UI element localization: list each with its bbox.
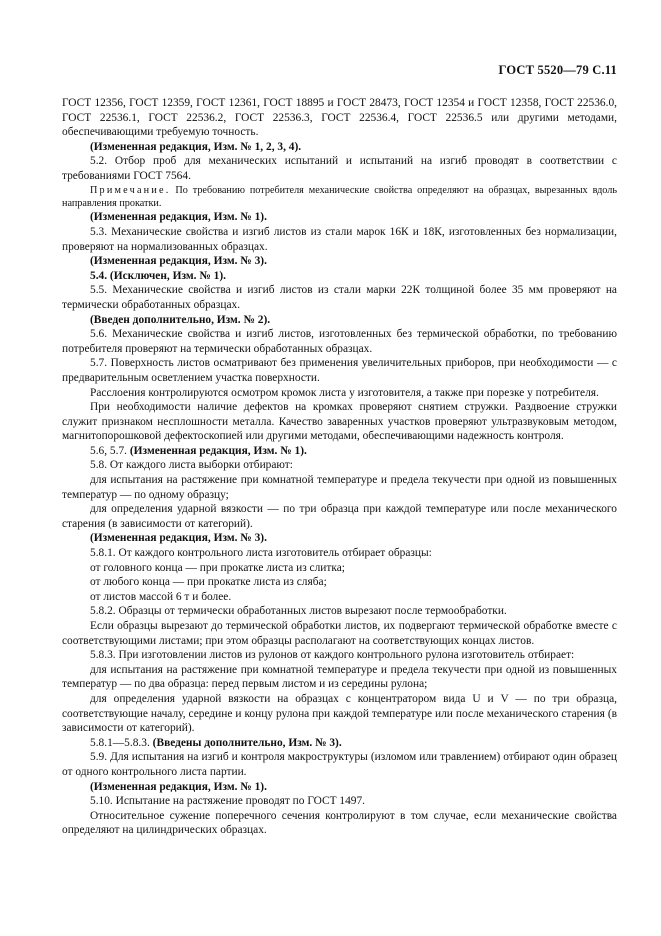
amendment-note: (Измененная редакция, Изм. № 3). [90,255,267,268]
amendment-note: (Измененная редакция, Изм. № 1). [90,780,267,793]
paragraph: 5.7. Поверхность листов осматривают без применения увеличительных приборов, при необходимости — с предварительным осветлением участка поверхности. [62,357,617,384]
paragraph: 5.8.1. От каждого контрольного листа изготовитель отбирает образцы: [90,547,432,560]
note-paragraph [62,184,617,211]
paragraph: 5.5. Механические свойства и изгиб листов из стали марки 22К толщиной более 35 мм проверяют на термически обработанных образцах. [62,284,617,311]
paragraph: ГОСТ 12356, ГОСТ 12359, ГОСТ 12361, ГОСТ 18895 и ГОСТ 28473, ГОСТ 12354 и ГОСТ 12358, ГОСТ 22536.0, ГОСТ 22536.1, ГОСТ 22536.2, ГОСТ 22536.3, ГОСТ 22536.4, ГОСТ 22536.5 или другими методами, обеспечивающими требуемую точность. [62,97,617,139]
paragraph: Относительное сужение поперечного сечения контролируют в том случае, если механические свойства определяют на цилиндрических образцах. [62,809,617,837]
paragraph: 5.9. Для испытания на изгиб и контроля макроструктуры (изломом или травлением) отбирают один образец от одного контрольного листа партии. [62,751,617,778]
paragraph: 5.8.2. Образцы от термически обработанных листов вырезают после термообработки. [90,605,507,618]
paragraph: 5.6. Механические свойства и изгиб листов, изготовленных без термической обработки, по требованию потребителя проверяют на термически обработанных образцах. [62,328,617,355]
amendment-text: (Измененная редакция, Изм. № 1). [129,444,307,457]
paragraph: 5.8. От каждого листа выборки отбирают: [90,459,293,472]
paragraph: 5.2. Отбор проб для механических испытаний и испытаний на изгиб проводят в соответствии с требованиями ГОСТ 7564. [62,155,617,182]
amendment-note: (Введен дополнительно, Изм. № 2). [90,313,271,326]
paragraph: 5.8.3. При изготовлении листов из рулонов от каждого контрольного рулона изготовитель отбирает: [90,649,575,662]
amendment-note: (Измененная редакция, Изм. № 3). [90,532,267,545]
list-item: от любого конца — при прокатке листа из сляба; [90,576,327,589]
page-header: ГОСТ 5520—79 С.11 [498,63,617,77]
amendment-note [62,736,617,751]
amendment-note: (Измененная редакция, Изм. № 1, 2, 3, 4). [90,140,302,153]
list-item: от листов массой 6 т и более. [90,590,232,603]
paragraph: 5.3. Механические свойства и изгиб листов из стали марок 16К и 18К, изготовленных без нормализации, проверяют на нормализованных образцах. [62,225,617,253]
paragraph: для определения ударной вязкости на образцах с концентратором вида U и V — по три образца, соответствующие началу, середине и концу рулона при каждой температуре или после механического старения (в зависимости от категорий). [62,692,617,735]
paragraph: При необходимости наличие дефектов на кромках проверяют снятием стружки. Раздвоение стружки служит признаком несплошности металла. Качество заваренных участков проверяют ультразвуковым методом, магнитопорошковой дефектоскопией или другими методами, обеспечивающими надежность контроля. [62,401,617,443]
amendment-note: 5.4. (Исключен, Изм. № 1). [90,269,226,282]
note-label: Примечание. [90,184,171,196]
amendment-note [62,444,617,459]
list-item: от головного конца — при прокатке листа из слитка; [90,561,345,574]
clause-ref: 5.6, 5.7. [90,444,128,457]
paragraph: Расслоения контролируются осмотром кромок листа у изготовителя, а также при порезке у потребителя. [90,386,599,399]
document-body [62,96,617,838]
paragraph: для испытания на растяжение при комнатной температуре и предела текучести при одной из повышенных температур — по одному образцу; [62,474,617,501]
paragraph: для определения ударной вязкости — по три образца при каждой температуре или после механического старения (в зависимости от категорий). [62,503,617,530]
paragraph: 5.10. Испытание на растяжение проводят по ГОСТ 1497. [90,795,366,808]
clause-ref: 5.8.1—5.8.3. [90,736,150,749]
amendment-text: (Введены дополнительно, Изм. № 3). [152,736,342,749]
paragraph: Если образцы вырезают до термической обработки листов, их подвергают термической обработке вместе с соответствующими листами; при этом образцы располагают на соответствующих концах листов. [62,620,617,647]
note-text: По требованию потребителя механические свойства определяют на образцах, вырезанных вдоль направления прокатки. [62,184,618,209]
amendment-note: (Измененная редакция, Изм. № 1). [90,211,267,224]
paragraph: для испытания на растяжение при комнатной температуре и предела текучести при одной из повышенных температур — по два образца: перед первым листом и из середины рулона; [62,663,617,691]
